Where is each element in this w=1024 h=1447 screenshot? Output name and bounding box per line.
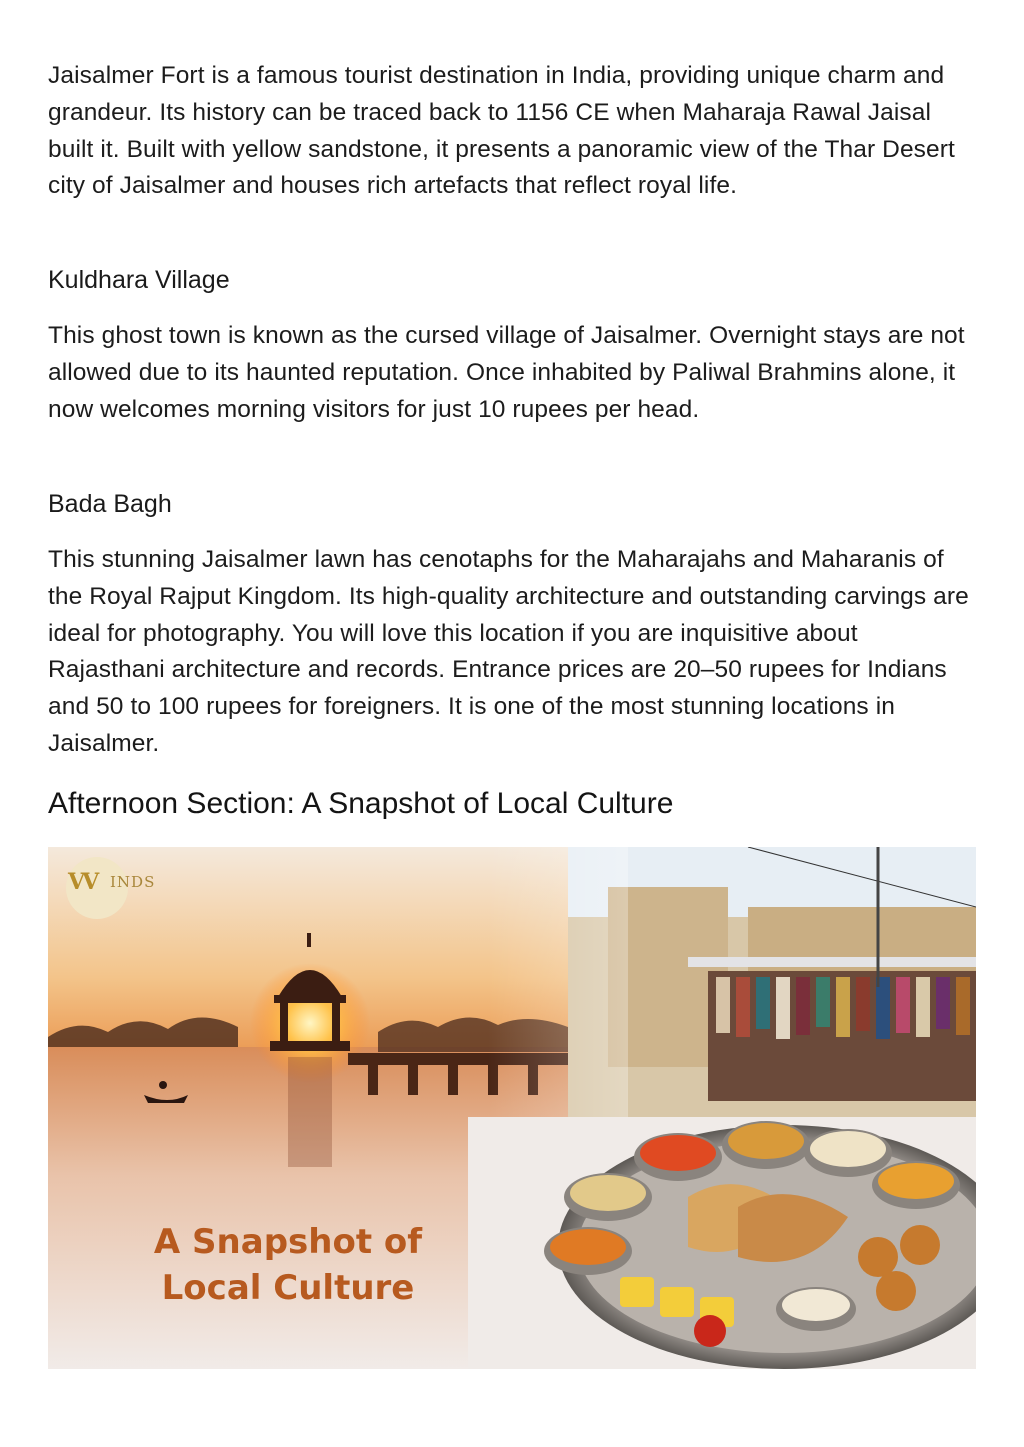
section-body-kuldhara: This ghost town is known as the cursed village of Jaisalmer. Overnight stays are not allowed due to its haunted reputation. Once inhabited by Paliwal Brahmins alone, it now welcomes morning visitors for just 10 rupees per head.: [48, 322, 965, 423]
afternoon-section-title: Afternoon Section: A Snapshot of Local Culture: [48, 787, 674, 820]
banner-caption-line-1: A Snapshot of: [153, 1222, 423, 1262]
section-heading-kuldhara: Kuldhara Village: [48, 266, 230, 294]
brand-logo-text: INDS: [110, 873, 156, 891]
banner-caption-line-2: Local Culture: [161, 1268, 415, 1308]
section-heading-bada-bagh: Bada Bagh: [48, 490, 172, 518]
banner-caption: [138, 1219, 438, 1311]
culture-banner-image: [48, 847, 976, 1369]
intro-paragraph: Jaisalmer Fort is a famous tourist destination in India, providing unique charm and grandeur. Its history can be traced back to 1156 CE when Maharaja Rawal Jaisal built it. Built with yellow sandstone, it presents a panoramic view of the Thar Desert city of Jaisalmer and houses rich artefacts that reflect royal life.: [48, 62, 955, 200]
brand-logo-mark-icon: VV: [68, 869, 97, 895]
section-body-bada-bagh: This stunning Jaisalmer lawn has cenotaphs for the Maharajahs and Maharanis of the Royal Rajput Kingdom. Its high-quality architecture and outstanding carvings are ideal for photography. You will love this location if you are inquisitive about Rajasthani architecture and records. Entrance prices are 20–50 rupees for Indians and 50 to 100 rupees for foreigners. It is one of the most stunning locations in Jaisalmer.: [48, 546, 969, 757]
